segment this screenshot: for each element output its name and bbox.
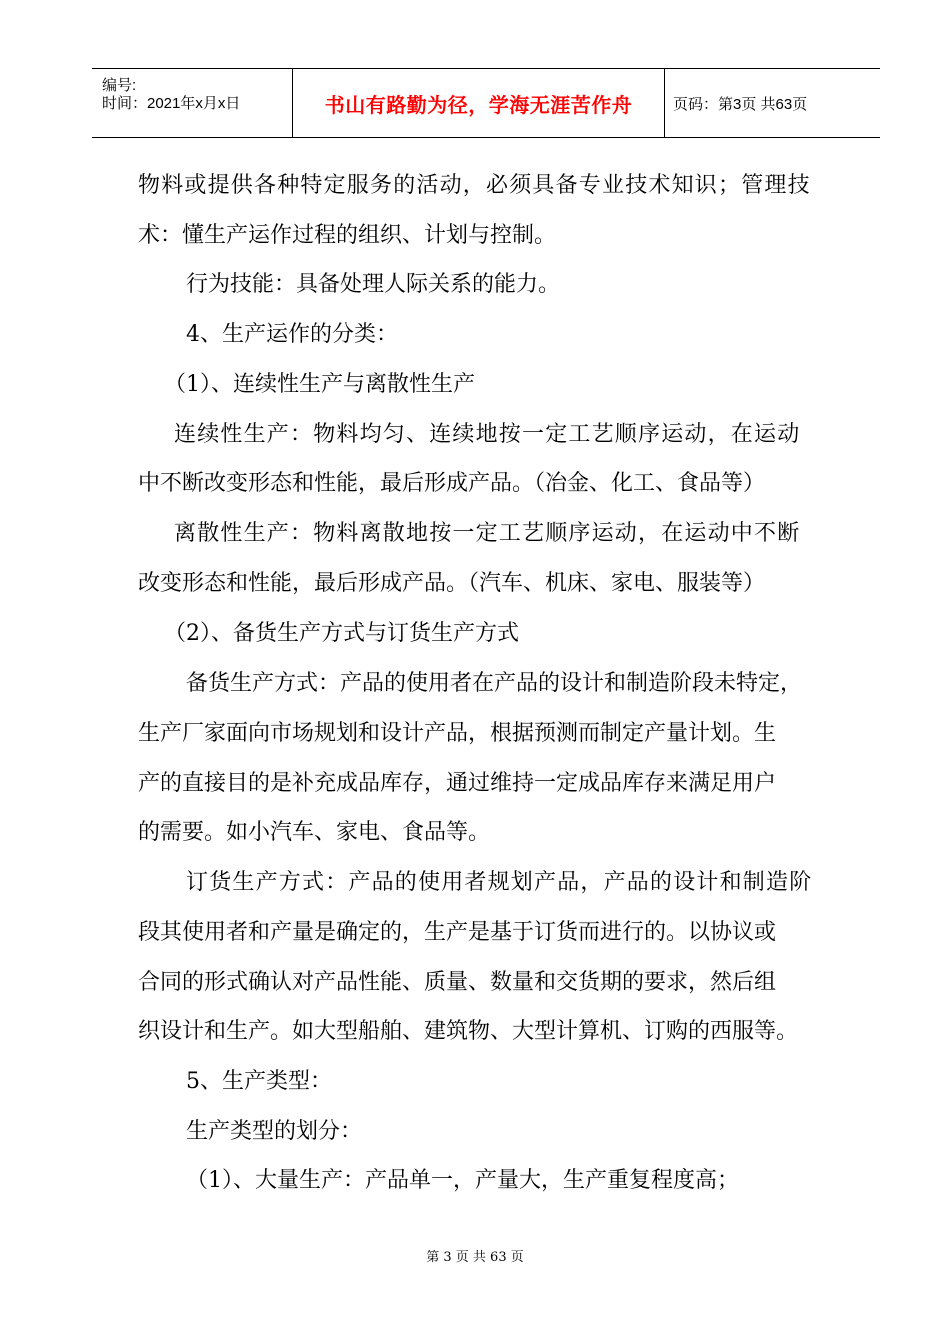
body-line: 连续性生产：物料均匀、连续地按一定工艺顺序运动，在运动 (174, 422, 801, 447)
page-info-text: 页码：第3页 共63页 (673, 95, 808, 113)
subsection-heading: （2）、备货生产方式与订货生产方式 (164, 621, 519, 646)
section-heading: 5、生产类型： (186, 1069, 332, 1094)
body-line: 生产类型的划分： (186, 1119, 363, 1144)
body-line: 离散性生产：物料离散地按一定工艺顺序运动，在运动中不断 (174, 521, 801, 546)
body-line: 织设计和生产。如大型船舶、建筑物、大型计算机、订购的西服等。 (138, 1019, 799, 1044)
body-line: 备货生产方式：产品的使用者在产品的设计和制造阶段未特定， (186, 671, 803, 696)
subsection-heading: （1）、连续性生产与离散性生产 (164, 372, 475, 397)
body-line: 合同的形式确认对产品性能、质量、数量和交货期的要求，然后组 (138, 970, 777, 995)
page-footer (0, 1246, 950, 1265)
time-label: 时间：2021年x月x日 (102, 95, 241, 112)
body-line: 产的直接目的是补充成品库存，通过维持一定成品库存来满足用户 (138, 771, 777, 796)
body-line: 的需要。如小汽车、家电、食品等。 (138, 820, 491, 845)
body-line: 中不断改变形态和性能，最后形成产品。（冶金、化工、食品等） (138, 471, 766, 496)
subsection-heading: （1）、大量生产：产品单一，产量大，生产重复程度高； (186, 1168, 739, 1193)
body-line: 段其使用者和产量是确定的，生产是基于订货而进行的。以协议或 (138, 920, 777, 945)
footer-page-number: 第 3 页 共 63 页 (426, 1250, 524, 1265)
number-label: 编号: (102, 77, 137, 94)
body-line: 订货生产方式：产品的使用者规划产品，产品的设计和制造阶 (186, 870, 813, 895)
motto-text: 书山有路勤为径，学海无涯苦作舟 (324, 92, 633, 117)
body-line: 生产厂家面向市场规划和设计产品，根据预测而制定产量计划。生 (138, 721, 777, 746)
body-line: 术：懂生产运作过程的组织、计划与控制。 (138, 223, 557, 248)
body-line: 物料或提供各种特定服务的活动，必须具备专业技术知识；管理技 (138, 173, 811, 198)
body-line: 行为技能：具备处理人际关系的能力。 (186, 272, 561, 297)
body-line: 改变形态和性能，最后形成产品。（汽车、机床、家电、服装等） (138, 571, 766, 596)
section-heading: 4、生产运作的分类： (186, 322, 398, 347)
